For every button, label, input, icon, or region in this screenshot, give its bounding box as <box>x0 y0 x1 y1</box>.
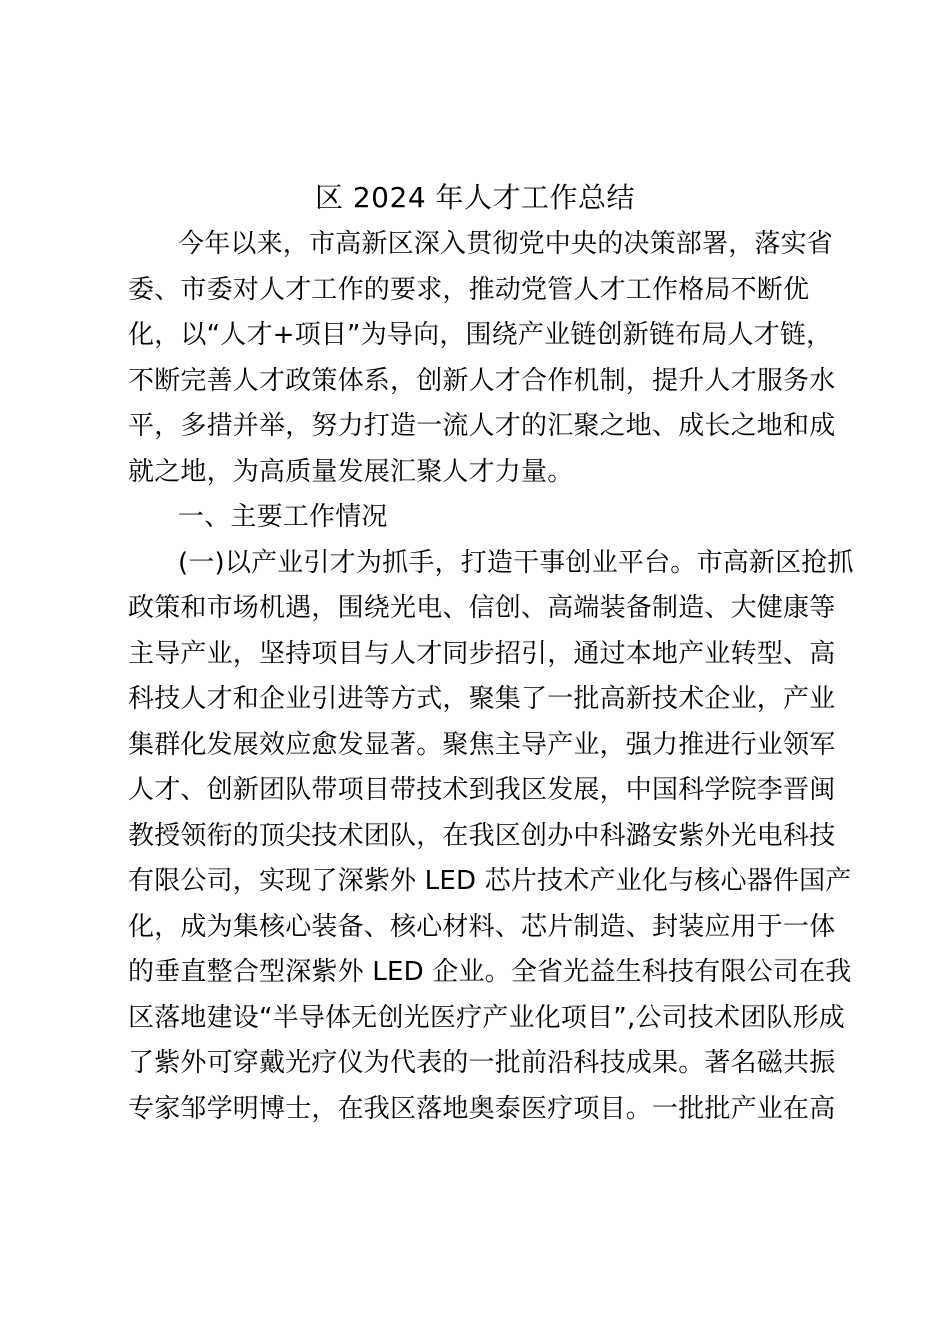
paragraph-line: 教授领衔的顶尖技术团队，在我区创办中科潞安紫外光电科技 <box>128 820 836 851</box>
paragraph-line: 专家邹学明博士，在我区落地奥泰医疗项目。一批批产业在高 <box>128 1093 836 1124</box>
paragraph-line: 了紫外可穿戴光疗仪为代表的一批前沿科技成果。著名磁共振 <box>128 1048 836 1078</box>
paragraph-line: 今年以来，市高新区深入贯彻党中央的决策部署，落实省 <box>178 229 834 259</box>
document-body <box>128 222 854 1132</box>
paragraph-line: 科技人才和企业引进等方式，聚集了一批高新技术企业，产业 <box>128 684 836 714</box>
paragraph-line: 的垂直整合型深紫外 LED 企业。全省光益生科技有限公司在我 <box>128 957 852 987</box>
paragraph-line: 化，成为集核心装备、核心材料、芯片制造、封装应用于一体 <box>128 911 836 942</box>
paragraph-line: 政策和市场机遇，围绕光电、信创、高端装备制造、大健康等 <box>128 593 836 623</box>
section-heading: 一、主要工作情况 <box>178 502 388 532</box>
paragraph-line: 主导产业，坚持项目与人才同步招引，通过本地产业转型、高 <box>128 638 836 669</box>
paragraph-line: 就之地，为高质量发展汇聚人才力量。 <box>128 456 574 487</box>
paragraph-line: (一)以产业引才为抓手，打造干事创业平台。市高新区抢抓 <box>178 547 854 578</box>
document-title: 区 2024 年人才工作总结 <box>314 181 636 214</box>
paragraph-line: 平，多措并举，努力打造一流人才的汇聚之地、成长之地和成 <box>128 411 836 441</box>
paragraph-line: 人才、创新团队带项目带技术到我区发展，中国科学院李晋闽 <box>128 775 836 805</box>
paragraph-line: 区落地建设“半导体无创光医疗产业化项目”,公司技术团队形成 <box>128 1002 846 1033</box>
paragraph-line: 化，以“人才+项目”为导向，围绕产业链创新链布局人才链， <box>128 320 833 350</box>
paragraph-line: 有限公司，实现了深紫外 LED 芯片技术产业化与核心器件国产 <box>128 866 852 896</box>
paragraph-line: 委、市委对人才工作的要求，推动党管人才工作格局不断优 <box>128 274 810 305</box>
paragraph-line: 集群化发展效应愈发显著。聚焦主导产业，强力推进行业领军 <box>128 729 836 760</box>
paragraph-line: 不断完善人才政策体系，创新人才合作机制，提升人才服务水 <box>128 365 836 396</box>
